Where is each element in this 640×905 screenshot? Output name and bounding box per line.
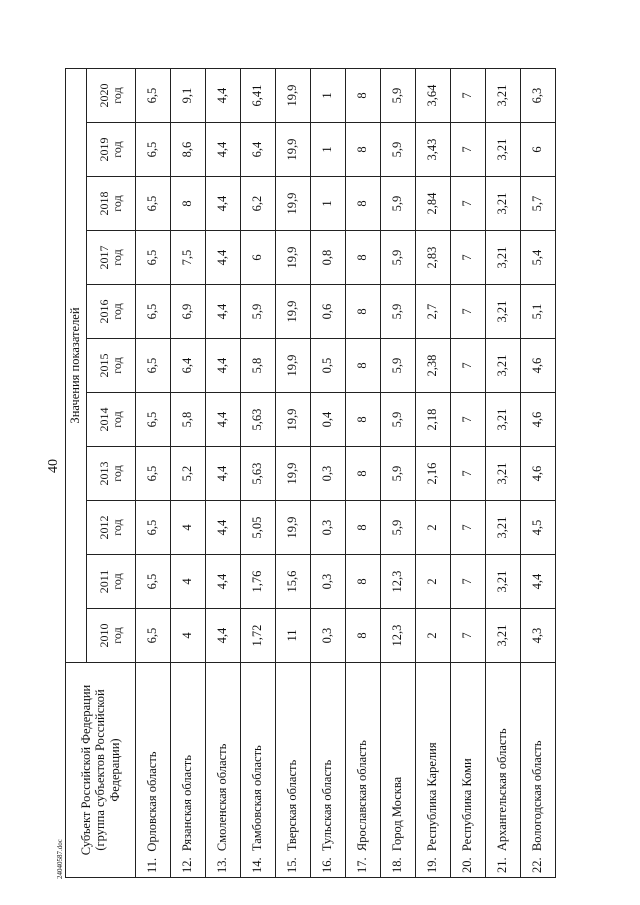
year-column-header <box>87 285 136 339</box>
region-name: Тульская область <box>320 759 335 852</box>
row-number: 20. <box>460 857 475 873</box>
indicator-table-wrapper <box>65 68 545 878</box>
region-cell <box>346 663 381 878</box>
region-name: Республика Коми <box>460 758 475 852</box>
year-word: год <box>110 573 124 590</box>
value-cell: 2,83 <box>416 231 451 285</box>
region-name: Тамбовская область <box>250 745 265 852</box>
region-name: Смоленская область <box>215 743 230 852</box>
value-cell: 19,9 <box>276 69 311 123</box>
value-cell: 1,72 <box>241 609 276 663</box>
value-cell: 4,4 <box>206 231 241 285</box>
value-cell: 5,63 <box>241 393 276 447</box>
value-cell: 2 <box>416 609 451 663</box>
year-word: год <box>110 411 124 428</box>
value-cell: 3,21 <box>486 447 521 501</box>
value-cell: 3,21 <box>486 501 521 555</box>
row-number: 18. <box>390 857 405 873</box>
values-group-header: Значения показателей <box>66 69 87 663</box>
value-cell: 0,3 <box>311 609 346 663</box>
year-word: год <box>110 303 124 320</box>
value-cell: 5,9 <box>381 447 416 501</box>
value-cell: 19,9 <box>276 447 311 501</box>
value-cell: 5,9 <box>241 285 276 339</box>
row-number: 17. <box>355 857 370 873</box>
table-row <box>521 69 556 878</box>
value-cell: 7 <box>451 177 486 231</box>
value-cell: 6,5 <box>136 231 171 285</box>
value-cell: 19,9 <box>276 393 311 447</box>
value-cell: 6,41 <box>241 69 276 123</box>
value-cell: 7 <box>451 393 486 447</box>
table-body <box>136 69 556 878</box>
region-name: Орловская область <box>145 751 160 852</box>
value-cell: 3,21 <box>486 177 521 231</box>
value-cell: 4,4 <box>206 393 241 447</box>
value-cell: 6,5 <box>136 177 171 231</box>
year-column-header <box>87 555 136 609</box>
value-cell: 6,3 <box>521 69 556 123</box>
value-cell: 5,9 <box>381 231 416 285</box>
table-row <box>276 69 311 878</box>
value-cell: 6 <box>241 231 276 285</box>
value-cell: 6,5 <box>136 393 171 447</box>
row-number: 14. <box>250 857 265 873</box>
value-cell: 3,21 <box>486 69 521 123</box>
value-cell: 12,3 <box>381 555 416 609</box>
value-cell: 11 <box>276 609 311 663</box>
value-cell: 8 <box>346 69 381 123</box>
value-cell: 4,3 <box>521 609 556 663</box>
value-cell: 2,16 <box>416 447 451 501</box>
value-cell: 4,4 <box>206 339 241 393</box>
year-number: 2010 <box>97 623 112 648</box>
row-number: 15. <box>285 857 300 873</box>
table-row <box>311 69 346 878</box>
value-cell: 19,9 <box>276 285 311 339</box>
region-cell <box>311 663 346 878</box>
region-cell <box>521 663 556 878</box>
year-word: год <box>110 519 124 536</box>
year-word: год <box>110 87 124 104</box>
value-cell: 4,4 <box>206 177 241 231</box>
value-cell: 4 <box>171 555 206 609</box>
table-row <box>241 69 276 878</box>
value-cell: 8 <box>346 609 381 663</box>
value-cell: 2 <box>416 501 451 555</box>
value-cell: 0,8 <box>311 231 346 285</box>
value-cell: 0,4 <box>311 393 346 447</box>
value-cell: 0,3 <box>311 447 346 501</box>
row-number: 19. <box>425 857 440 873</box>
value-cell: 5,7 <box>521 177 556 231</box>
value-cell: 8 <box>346 555 381 609</box>
value-cell: 4,4 <box>521 555 556 609</box>
value-cell: 7 <box>451 501 486 555</box>
region-name: Вологодская область <box>530 740 545 852</box>
value-cell: 2,7 <box>416 285 451 339</box>
year-column-header <box>87 501 136 555</box>
value-cell: 5,9 <box>381 123 416 177</box>
value-cell: 5,1 <box>521 285 556 339</box>
value-cell: 6,9 <box>171 285 206 339</box>
value-cell: 3,21 <box>486 555 521 609</box>
value-cell: 3,21 <box>486 231 521 285</box>
value-cell: 6,4 <box>171 339 206 393</box>
row-number: 16. <box>320 857 335 873</box>
region-cell <box>241 663 276 878</box>
value-cell: 8 <box>346 177 381 231</box>
value-cell: 0,6 <box>311 285 346 339</box>
value-cell: 7 <box>451 123 486 177</box>
value-cell: 3,64 <box>416 69 451 123</box>
value-cell: 1 <box>311 123 346 177</box>
value-cell: 8 <box>346 501 381 555</box>
year-number: 2015 <box>97 353 112 378</box>
region-name: Ярославская область <box>355 740 370 852</box>
value-cell: 8 <box>346 123 381 177</box>
value-cell: 5,9 <box>381 393 416 447</box>
value-cell: 5,9 <box>381 69 416 123</box>
row-number: 12. <box>180 857 195 873</box>
region-name: Город Москва <box>390 776 405 852</box>
header-row-group <box>66 69 87 878</box>
document-id: 24040587.doc <box>56 839 64 879</box>
value-cell: 4,4 <box>206 609 241 663</box>
year-column-header <box>87 69 136 123</box>
year-word: год <box>110 141 124 158</box>
value-cell: 4 <box>171 501 206 555</box>
value-cell: 6 <box>521 123 556 177</box>
value-cell: 5,2 <box>171 447 206 501</box>
value-cell: 4,4 <box>206 69 241 123</box>
table-row <box>416 69 451 878</box>
region-cell <box>451 663 486 878</box>
year-column-header <box>87 231 136 285</box>
row-number: 21. <box>495 857 510 873</box>
year-column-header <box>87 609 136 663</box>
value-cell: 4,4 <box>206 123 241 177</box>
value-cell: 7 <box>451 285 486 339</box>
value-cell: 4,6 <box>521 393 556 447</box>
value-cell: 5,8 <box>241 339 276 393</box>
year-number: 2020 <box>97 83 112 108</box>
value-cell: 4,4 <box>206 501 241 555</box>
region-name: Рязанская область <box>180 755 195 852</box>
table-row <box>381 69 416 878</box>
value-cell: 9,1 <box>171 69 206 123</box>
value-cell: 19,9 <box>276 177 311 231</box>
value-cell: 19,9 <box>276 231 311 285</box>
value-cell: 5,8 <box>171 393 206 447</box>
value-cell: 3,21 <box>486 123 521 177</box>
value-cell: 3,21 <box>486 285 521 339</box>
value-cell: 1 <box>311 177 346 231</box>
table-row <box>346 69 381 878</box>
year-word: год <box>110 465 124 482</box>
value-cell: 15,6 <box>276 555 311 609</box>
value-cell: 1 <box>311 69 346 123</box>
table-row <box>171 69 206 878</box>
value-cell: 0,3 <box>311 555 346 609</box>
indicator-table <box>65 68 556 878</box>
value-cell: 0,3 <box>311 501 346 555</box>
value-cell: 3,21 <box>486 393 521 447</box>
value-cell: 12,3 <box>381 609 416 663</box>
value-cell: 6,5 <box>136 555 171 609</box>
value-cell: 5,05 <box>241 501 276 555</box>
value-cell: 5,9 <box>381 501 416 555</box>
value-cell: 4,6 <box>521 447 556 501</box>
table-row <box>451 69 486 878</box>
year-number: 2013 <box>97 461 112 486</box>
region-cell <box>486 663 521 878</box>
value-cell: 6,4 <box>241 123 276 177</box>
value-cell: 6,5 <box>136 447 171 501</box>
value-cell: 8 <box>346 285 381 339</box>
year-column-header <box>87 393 136 447</box>
value-cell: 2,84 <box>416 177 451 231</box>
value-cell: 5,9 <box>381 339 416 393</box>
value-cell: 4,5 <box>521 501 556 555</box>
table-row <box>206 69 241 878</box>
region-cell <box>416 663 451 878</box>
row-number: 22. <box>530 857 545 873</box>
value-cell: 3,21 <box>486 339 521 393</box>
region-name: Архангельская область <box>495 728 510 852</box>
year-number: 2017 <box>97 245 112 270</box>
year-column-header <box>87 177 136 231</box>
value-cell: 4,6 <box>521 339 556 393</box>
region-cell <box>136 663 171 878</box>
value-cell: 4 <box>171 609 206 663</box>
year-column-header <box>87 447 136 501</box>
table-row <box>486 69 521 878</box>
value-cell: 5,9 <box>381 177 416 231</box>
value-cell: 5,4 <box>521 231 556 285</box>
value-cell: 2,38 <box>416 339 451 393</box>
value-cell: 1,76 <box>241 555 276 609</box>
value-cell: 4,4 <box>206 447 241 501</box>
value-cell: 3,43 <box>416 123 451 177</box>
year-number: 2012 <box>97 515 112 540</box>
value-cell: 8 <box>346 393 381 447</box>
region-cell <box>276 663 311 878</box>
value-cell: 8 <box>346 447 381 501</box>
page-number: 40 <box>46 459 61 473</box>
year-number: 2014 <box>97 407 112 432</box>
value-cell: 6,2 <box>241 177 276 231</box>
value-cell: 2,18 <box>416 393 451 447</box>
subject-header-text: Субъект Российской Федерации (группа субъектов Российской Федерации) <box>78 684 122 856</box>
year-word: год <box>110 627 124 644</box>
value-cell: 7 <box>451 555 486 609</box>
table-row <box>136 69 171 878</box>
value-cell: 8 <box>346 231 381 285</box>
value-cell: 4,4 <box>206 555 241 609</box>
value-cell: 7,5 <box>171 231 206 285</box>
value-cell: 19,9 <box>276 501 311 555</box>
region-cell <box>206 663 241 878</box>
region-name: Республика Карелия <box>425 742 440 852</box>
value-cell: 7 <box>451 609 486 663</box>
year-word: год <box>110 195 124 212</box>
year-number: 2018 <box>97 191 112 216</box>
value-cell: 7 <box>451 339 486 393</box>
row-number: 11. <box>145 857 160 873</box>
value-cell: 19,9 <box>276 339 311 393</box>
value-cell: 6,5 <box>136 69 171 123</box>
value-cell: 0,5 <box>311 339 346 393</box>
value-cell: 6,5 <box>136 339 171 393</box>
year-column-header <box>87 123 136 177</box>
value-cell: 6,5 <box>136 285 171 339</box>
value-cell: 5,9 <box>381 285 416 339</box>
value-cell: 4,4 <box>206 285 241 339</box>
year-number: 2019 <box>97 137 112 162</box>
value-cell: 3,21 <box>486 609 521 663</box>
year-number: 2016 <box>97 299 112 324</box>
value-cell: 19,9 <box>276 123 311 177</box>
value-cell: 6,5 <box>136 501 171 555</box>
year-column-header <box>87 339 136 393</box>
year-word: год <box>110 357 124 374</box>
value-cell: 8 <box>171 177 206 231</box>
value-cell: 7 <box>451 447 486 501</box>
year-word: год <box>110 249 124 266</box>
row-number: 13. <box>215 857 230 873</box>
region-name: Тверская область <box>285 759 300 852</box>
value-cell: 6,5 <box>136 123 171 177</box>
value-cell: 8,6 <box>171 123 206 177</box>
region-cell <box>381 663 416 878</box>
value-cell: 8 <box>346 339 381 393</box>
subject-column-header <box>66 663 136 878</box>
value-cell: 6,5 <box>136 609 171 663</box>
region-cell <box>171 663 206 878</box>
value-cell: 2 <box>416 555 451 609</box>
value-cell: 7 <box>451 231 486 285</box>
value-cell: 7 <box>451 69 486 123</box>
year-number: 2011 <box>97 569 112 594</box>
value-cell: 5,63 <box>241 447 276 501</box>
